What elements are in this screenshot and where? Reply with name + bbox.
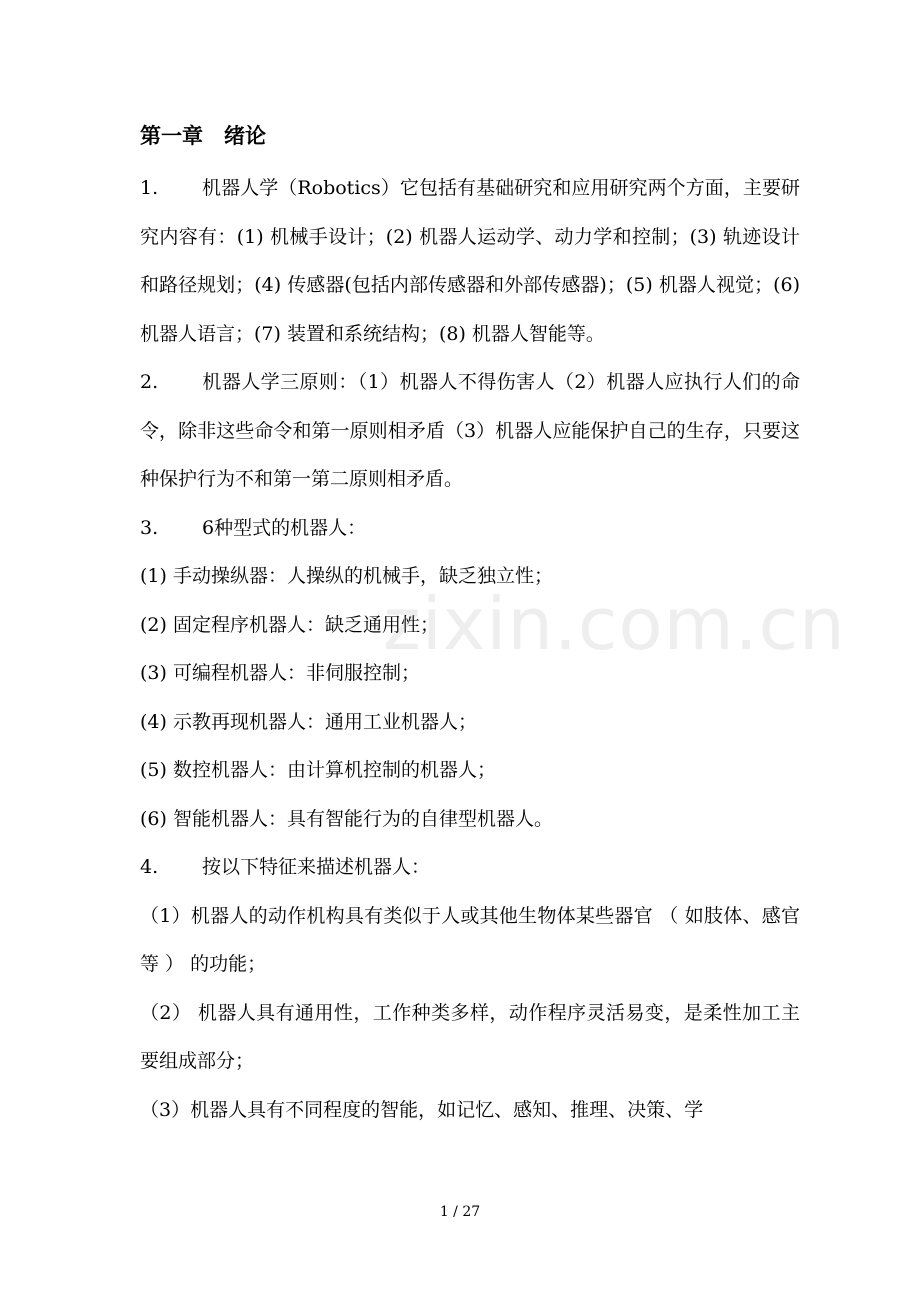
paragraph-number: 3.	[140, 516, 159, 539]
chapter-title: 第一章 绪论	[140, 124, 266, 148]
paragraph	[140, 504, 800, 553]
page-number: 1 / 27	[439, 1204, 481, 1220]
paragraph-text: (6) 智能机器人：具有智能行为的自律型机器人。	[140, 807, 553, 830]
paragraph	[140, 1086, 800, 1135]
paragraph-text: 机器人学三原则：（1）机器人不得伤害人（2）机器人应执行人们的命令，除非这些命令和第一原则相矛盾（3）机器人应能保护自己的生存，只要这种保护行为不和第一第二原则相矛盾。	[140, 371, 800, 490]
paragraph-text: 机器人学（Robotics）它包括有基础研究和应用研究两个方面，主要研究内容有：(1) 机械手设计；(2) 机器人运动学、动力学和控制；(3) 轨迹设计和路径规划；(4) 传感器(包括内部传感器和外部传感器)；(5) 机器人视觉；(6) 机器人语言；(7) 装置和系统结构；(8) 机器人智能等。	[140, 177, 800, 345]
paragraph-text: (5) 数控机器人：由计算机控制的机器人；	[140, 759, 496, 781]
paragraph	[140, 698, 800, 747]
paragraph-text: 6种型式的机器人：	[202, 516, 367, 539]
watermark: zixin.com.cn	[383, 582, 846, 666]
paragraph-number: 4.	[140, 856, 159, 878]
paragraph-number: 2.	[140, 371, 159, 393]
paragraph	[140, 892, 800, 989]
paragraph	[140, 164, 800, 358]
paragraph-text: 按以下特征来描述机器人：	[202, 856, 431, 878]
paragraph	[140, 989, 800, 1086]
paragraph-text: (4) 示教再现机器人：通用工业机器人；	[140, 710, 477, 733]
paragraph-text: (1) 手动操纵器：人操纵的机械手，缺乏独立性；	[140, 565, 553, 587]
paragraph	[140, 795, 800, 844]
paragraph-text: (3) 可编程机器人：非伺服控制；	[140, 662, 420, 684]
paragraph-number: 1.	[140, 177, 159, 199]
paragraph-text: (2) 固定程序机器人：缺乏通用性；	[140, 613, 439, 636]
paragraph-text: （3）机器人具有不同程度的智能，如记忆、感知、推理、决策、学	[140, 1098, 704, 1121]
paragraph	[140, 843, 800, 892]
paragraph-text: （1）机器人的动作机构具有类似于人或其他生物体某些器官 （ 如肢体、感官等 ） 的功能；	[140, 904, 800, 975]
paragraph	[140, 358, 800, 504]
paragraph	[140, 746, 800, 795]
paragraph-text: （2） 机器人具有通用性，工作种类多样，动作程序灵活易变，是柔性加工主要组成部分；	[140, 1001, 800, 1072]
